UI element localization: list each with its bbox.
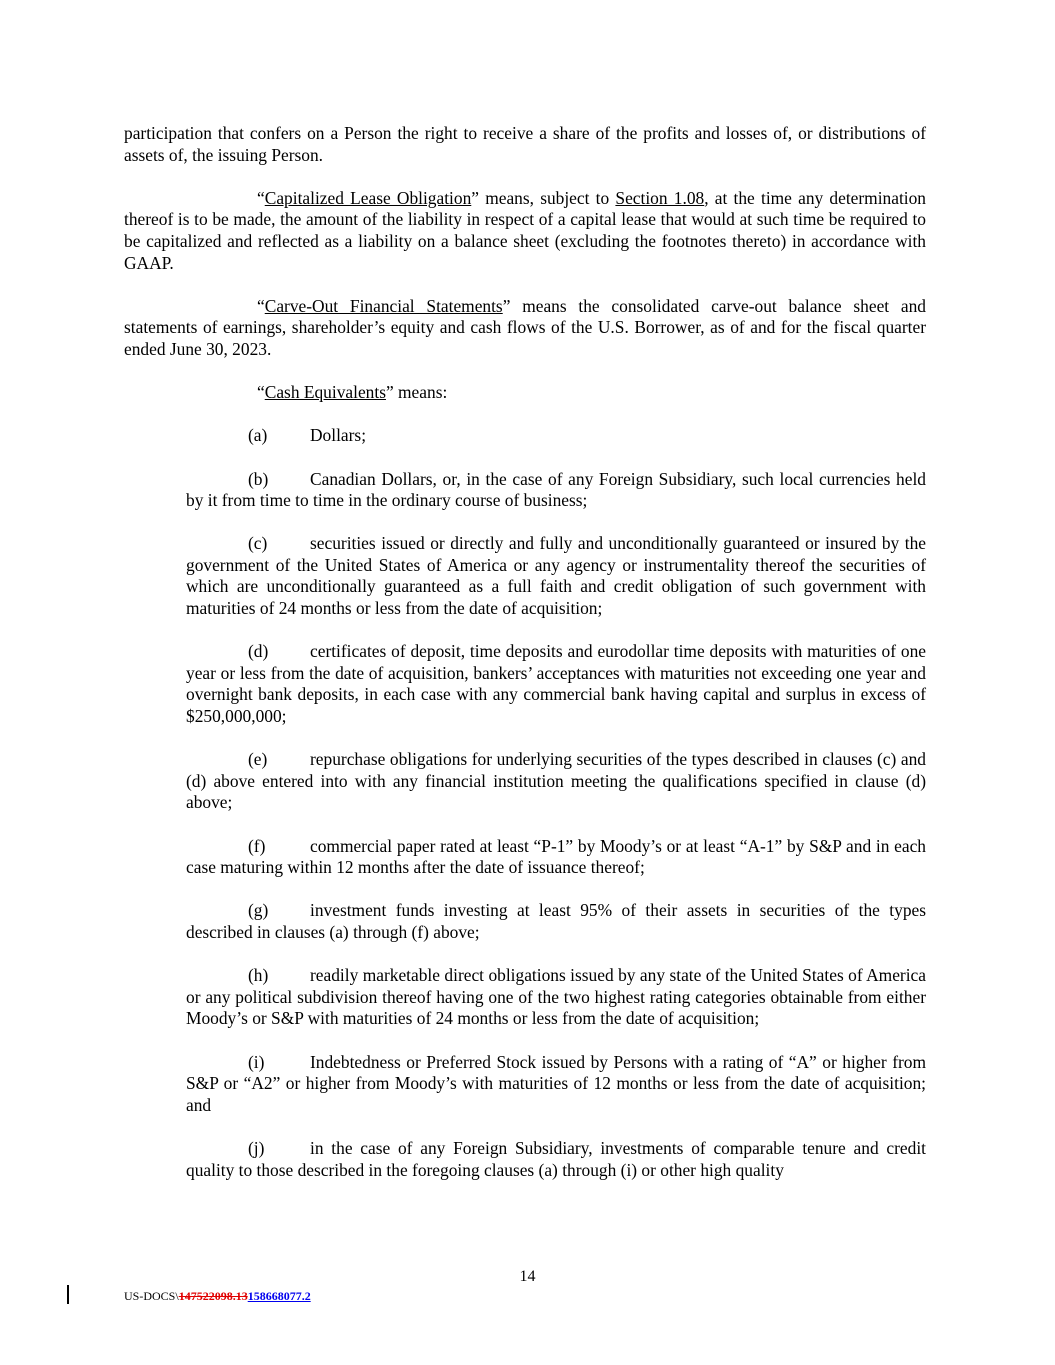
clause-g	[186, 900, 926, 943]
clause-label: (b)	[248, 468, 269, 489]
clause-label: (i)	[248, 1051, 265, 1072]
clause-text: repurchase obligations for underlying securities of the types described in clauses (c) and (d) above entered into with any financial institution meeting the qualifications specified in clause (d) above;	[186, 749, 926, 813]
document-id-inserted: 158668077.2	[247, 1289, 311, 1303]
clause-label: (d)	[248, 641, 269, 662]
page-number: 14	[519, 1268, 536, 1285]
clause-label: (j)	[248, 1137, 265, 1158]
clause-h	[186, 965, 926, 1030]
clause-text: Canadian Dollars, or, in the case of any Foreign Subsidiary, such local currencies held by it from time to time in the ordinary course of business;	[186, 468, 926, 511]
clause-a	[186, 425, 926, 447]
revision-change-bar	[67, 1285, 69, 1304]
clause-f	[186, 836, 926, 879]
definition-capitalized-lease-obligation: “Capitalized Lease Obligation” means, subject to Section 1.08, at the time any determination thereof is to be made, the amount of the liability in respect of a capital lease that would at such time be required to be capitalized and reflected as a liability on a balance sheet (excluding the footnotes thereto) in accordance with GAAP.	[124, 187, 927, 273]
clause-text: certificates of deposit, time deposits and eurodollar time deposits with maturities of one year or less from the date of acquisition, bankers’ acceptances with maturities not exceeding one year and overnight bank deposits, in each case with any commercial bank having capital and surplus in excess of $250,000,000;	[186, 641, 926, 727]
clause-text: investment funds investing at least 95% of their assets in securities of the types described in clauses (a) through (f) above;	[186, 900, 926, 942]
clause-label: (c)	[248, 533, 268, 554]
document-id-deleted: 147522098.13	[178, 1289, 248, 1303]
document-body	[124, 123, 926, 1203]
clause-text: securities issued or directly and fully and unconditionally guaranteed or insured by the government of the United States of America or any agency or instrumentality thereof the securities of which are unconditionally guaranteed as a full faith and credit obligation of such government with maturities of 24 months or less from the date of acquisition;	[186, 533, 926, 619]
defined-term: Carve-Out Financial Statements	[264, 295, 503, 316]
clause-text: commercial paper rated at least “P-1” by Moody’s or at least “A-1” by S&P and in each case maturing within 12 months after the date of issuance thereof;	[186, 835, 926, 878]
section-reference: Section 1.08	[615, 187, 705, 208]
defined-term: Cash Equivalents	[264, 382, 386, 403]
clause-text: in the case of any Foreign Subsidiary, investments of comparable tenure and credit quality to those described in the foregoing clauses (a) through (i) or other high quality	[186, 1137, 926, 1180]
definition-cash-equivalents: “Cash Equivalents” means:	[257, 382, 448, 403]
clause-label: (g)	[248, 900, 269, 921]
clause-label: (h)	[248, 965, 269, 986]
clause-label: (a)	[248, 425, 268, 446]
clause-text: readily marketable direct obligations issued by any state of the United States of America or any political subdivision thereof having one of the two highest rating categories obtainable from either Moody’s or S&P with maturities of 24 months or less from the date of acquisition;	[186, 965, 926, 1029]
clause-text: Indebtedness or Preferred Stock issued by Persons with a rating of “A” or higher from S&P or “A2” or higher from Moody’s with maturities of 12 months or less from the date of acquisition; and	[186, 1051, 926, 1115]
clause-c	[186, 533, 926, 619]
clause-e	[186, 749, 926, 814]
paragraph-continuation: participation that confers on a Person the right to receive a share of the profits and losses of, or distributions of assets of, the issuing Person.	[124, 123, 926, 165]
clause-label: (e)	[248, 749, 268, 770]
clause-label: (f)	[248, 835, 266, 856]
clause-i	[186, 1052, 926, 1117]
clause-b	[186, 469, 926, 512]
clause-text: Dollars;	[310, 425, 367, 446]
document-id	[124, 1289, 311, 1304]
definition-carve-out-financial-statements: “Carve-Out Financial Statements” means the consolidated carve-out balance sheet and statements of earnings, shareholder’s equity and cash flows of the U.S. Borrower, as of and for the fiscal quarter ended June 30, 2023.	[124, 295, 927, 359]
clause-j	[186, 1138, 926, 1181]
document-id-prefix: US-DOCS\	[124, 1289, 179, 1303]
clause-d	[186, 641, 926, 727]
defined-term: Capitalized Lease Obligation	[264, 187, 472, 208]
